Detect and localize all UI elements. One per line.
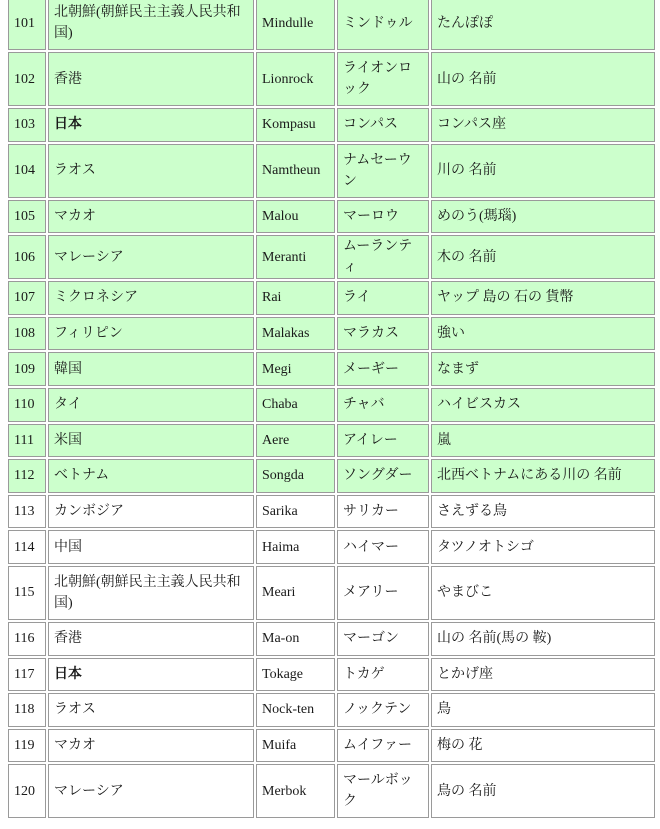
country-cell: 香港 bbox=[48, 52, 254, 106]
meaning-cell: タツノオトシゴ bbox=[431, 530, 655, 564]
katakana-name-cell: ミンドゥル bbox=[337, 0, 429, 50]
meaning-cell: 山の 名前(馬の 鞍) bbox=[431, 622, 655, 656]
meaning-cell: 木の 名前 bbox=[431, 235, 655, 279]
meaning-cell: 川の 名前 bbox=[431, 144, 655, 198]
row-number-cell: 112 bbox=[8, 459, 46, 493]
meaning-cell: さえずる鳥 bbox=[431, 495, 655, 529]
typhoon-name-cell: Ma-on bbox=[256, 622, 335, 656]
country-cell: ベトナム bbox=[48, 459, 254, 493]
country-cell: マカオ bbox=[48, 729, 254, 763]
katakana-name-cell: マールボック bbox=[337, 764, 429, 818]
katakana-name-cell: メアリー bbox=[337, 566, 429, 620]
table-body bbox=[8, 0, 655, 818]
meaning-cell: 嵐 bbox=[431, 424, 655, 458]
katakana-name-cell: ムーランティ bbox=[337, 235, 429, 279]
typhoon-name-cell: Mindulle bbox=[256, 0, 335, 50]
meaning-cell: 北西ベトナムにある川の 名前 bbox=[431, 459, 655, 493]
typhoon-name-cell: Meranti bbox=[256, 235, 335, 279]
row-number-cell: 102 bbox=[8, 52, 46, 106]
meaning-cell: 鳥 bbox=[431, 693, 655, 727]
katakana-name-cell: チャバ bbox=[337, 388, 429, 422]
katakana-name-cell: マラカス bbox=[337, 317, 429, 351]
meaning-cell: なまず bbox=[431, 352, 655, 386]
row-number-cell: 101 bbox=[8, 0, 46, 50]
typhoon-name-cell: Haima bbox=[256, 530, 335, 564]
row-number-cell: 107 bbox=[8, 281, 46, 315]
country-cell: フィリピン bbox=[48, 317, 254, 351]
country-cell: 韓国 bbox=[48, 352, 254, 386]
row-number-cell: 110 bbox=[8, 388, 46, 422]
typhoon-name-cell: Nock-ten bbox=[256, 693, 335, 727]
table-row bbox=[8, 108, 655, 142]
katakana-name-cell: ノックテン bbox=[337, 693, 429, 727]
country-cell: ラオス bbox=[48, 693, 254, 727]
katakana-name-cell: トカゲ bbox=[337, 658, 429, 692]
katakana-name-cell: ムイファー bbox=[337, 729, 429, 763]
table-row bbox=[8, 424, 655, 458]
typhoon-name-cell: Megi bbox=[256, 352, 335, 386]
row-number-cell: 116 bbox=[8, 622, 46, 656]
row-number-cell: 113 bbox=[8, 495, 46, 529]
table-row bbox=[8, 658, 655, 692]
typhoon-name-cell: Meari bbox=[256, 566, 335, 620]
row-number-cell: 104 bbox=[8, 144, 46, 198]
typhoon-name-cell: Aere bbox=[256, 424, 335, 458]
table-row bbox=[8, 281, 655, 315]
table-row bbox=[8, 764, 655, 818]
row-number-cell: 118 bbox=[8, 693, 46, 727]
typhoon-name-cell: Tokage bbox=[256, 658, 335, 692]
meaning-cell: 鳥の 名前 bbox=[431, 764, 655, 818]
row-number-cell: 115 bbox=[8, 566, 46, 620]
typhoon-name-cell: Rai bbox=[256, 281, 335, 315]
table-row bbox=[8, 530, 655, 564]
row-number-cell: 105 bbox=[8, 200, 46, 234]
meaning-cell: 強い bbox=[431, 317, 655, 351]
meaning-cell: やまびこ bbox=[431, 566, 655, 620]
typhoon-name-cell: Songda bbox=[256, 459, 335, 493]
typhoon-names-table-wrapper bbox=[6, 0, 657, 820]
country-cell: 北朝鮮(朝鮮民主主義人民共和国) bbox=[48, 566, 254, 620]
row-number-cell: 114 bbox=[8, 530, 46, 564]
typhoon-name-cell: Malakas bbox=[256, 317, 335, 351]
country-cell: カンボジア bbox=[48, 495, 254, 529]
country-cell: 北朝鮮(朝鮮民主主義人民共和国) bbox=[48, 0, 254, 50]
table-row bbox=[8, 622, 655, 656]
typhoon-name-cell: Merbok bbox=[256, 764, 335, 818]
row-number-cell: 119 bbox=[8, 729, 46, 763]
table-row bbox=[8, 693, 655, 727]
table-row bbox=[8, 729, 655, 763]
katakana-name-cell: ハイマー bbox=[337, 530, 429, 564]
typhoon-name-cell: Lionrock bbox=[256, 52, 335, 106]
katakana-name-cell: サリカー bbox=[337, 495, 429, 529]
meaning-cell: とかげ座 bbox=[431, 658, 655, 692]
katakana-name-cell: マーロウ bbox=[337, 200, 429, 234]
katakana-name-cell: アイレー bbox=[337, 424, 429, 458]
table-row bbox=[8, 52, 655, 106]
meaning-cell: ハイビスカス bbox=[431, 388, 655, 422]
row-number-cell: 106 bbox=[8, 235, 46, 279]
typhoon-name-cell: Muifa bbox=[256, 729, 335, 763]
table-row bbox=[8, 459, 655, 493]
typhoon-name-cell: Sarika bbox=[256, 495, 335, 529]
meaning-cell: 山の 名前 bbox=[431, 52, 655, 106]
meaning-cell: ヤップ 島の 石の 貨幣 bbox=[431, 281, 655, 315]
table-row bbox=[8, 317, 655, 351]
katakana-name-cell: コンパス bbox=[337, 108, 429, 142]
country-cell: ミクロネシア bbox=[48, 281, 254, 315]
meaning-cell: たんぽぽ bbox=[431, 0, 655, 50]
row-number-cell: 108 bbox=[8, 317, 46, 351]
table-row bbox=[8, 388, 655, 422]
katakana-name-cell: メーギー bbox=[337, 352, 429, 386]
country-cell: 中国 bbox=[48, 530, 254, 564]
country-cell: 日本 bbox=[48, 658, 254, 692]
table-row bbox=[8, 495, 655, 529]
typhoon-names-table bbox=[6, 0, 657, 820]
typhoon-name-cell: Namtheun bbox=[256, 144, 335, 198]
typhoon-name-cell: Malou bbox=[256, 200, 335, 234]
country-cell: マレーシア bbox=[48, 764, 254, 818]
meaning-cell: コンパス座 bbox=[431, 108, 655, 142]
meaning-cell: 梅の 花 bbox=[431, 729, 655, 763]
table-row bbox=[8, 200, 655, 234]
row-number-cell: 103 bbox=[8, 108, 46, 142]
meaning-cell: めのう(瑪瑙) bbox=[431, 200, 655, 234]
table-row bbox=[8, 566, 655, 620]
row-number-cell: 117 bbox=[8, 658, 46, 692]
typhoon-name-cell: Kompasu bbox=[256, 108, 335, 142]
row-number-cell: 111 bbox=[8, 424, 46, 458]
katakana-name-cell: ライオンロック bbox=[337, 52, 429, 106]
table-row bbox=[8, 352, 655, 386]
country-cell: マカオ bbox=[48, 200, 254, 234]
row-number-cell: 120 bbox=[8, 764, 46, 818]
row-number-cell: 109 bbox=[8, 352, 46, 386]
country-cell: 香港 bbox=[48, 622, 254, 656]
typhoon-name-cell: Chaba bbox=[256, 388, 335, 422]
table-row bbox=[8, 235, 655, 279]
table-row bbox=[8, 0, 655, 50]
country-cell: 日本 bbox=[48, 108, 254, 142]
country-cell: 米国 bbox=[48, 424, 254, 458]
country-cell: ラオス bbox=[48, 144, 254, 198]
table-row bbox=[8, 144, 655, 198]
country-cell: タイ bbox=[48, 388, 254, 422]
katakana-name-cell: マーゴン bbox=[337, 622, 429, 656]
katakana-name-cell: ナムセーウン bbox=[337, 144, 429, 198]
katakana-name-cell: ライ bbox=[337, 281, 429, 315]
country-cell: マレーシア bbox=[48, 235, 254, 279]
katakana-name-cell: ソングダー bbox=[337, 459, 429, 493]
